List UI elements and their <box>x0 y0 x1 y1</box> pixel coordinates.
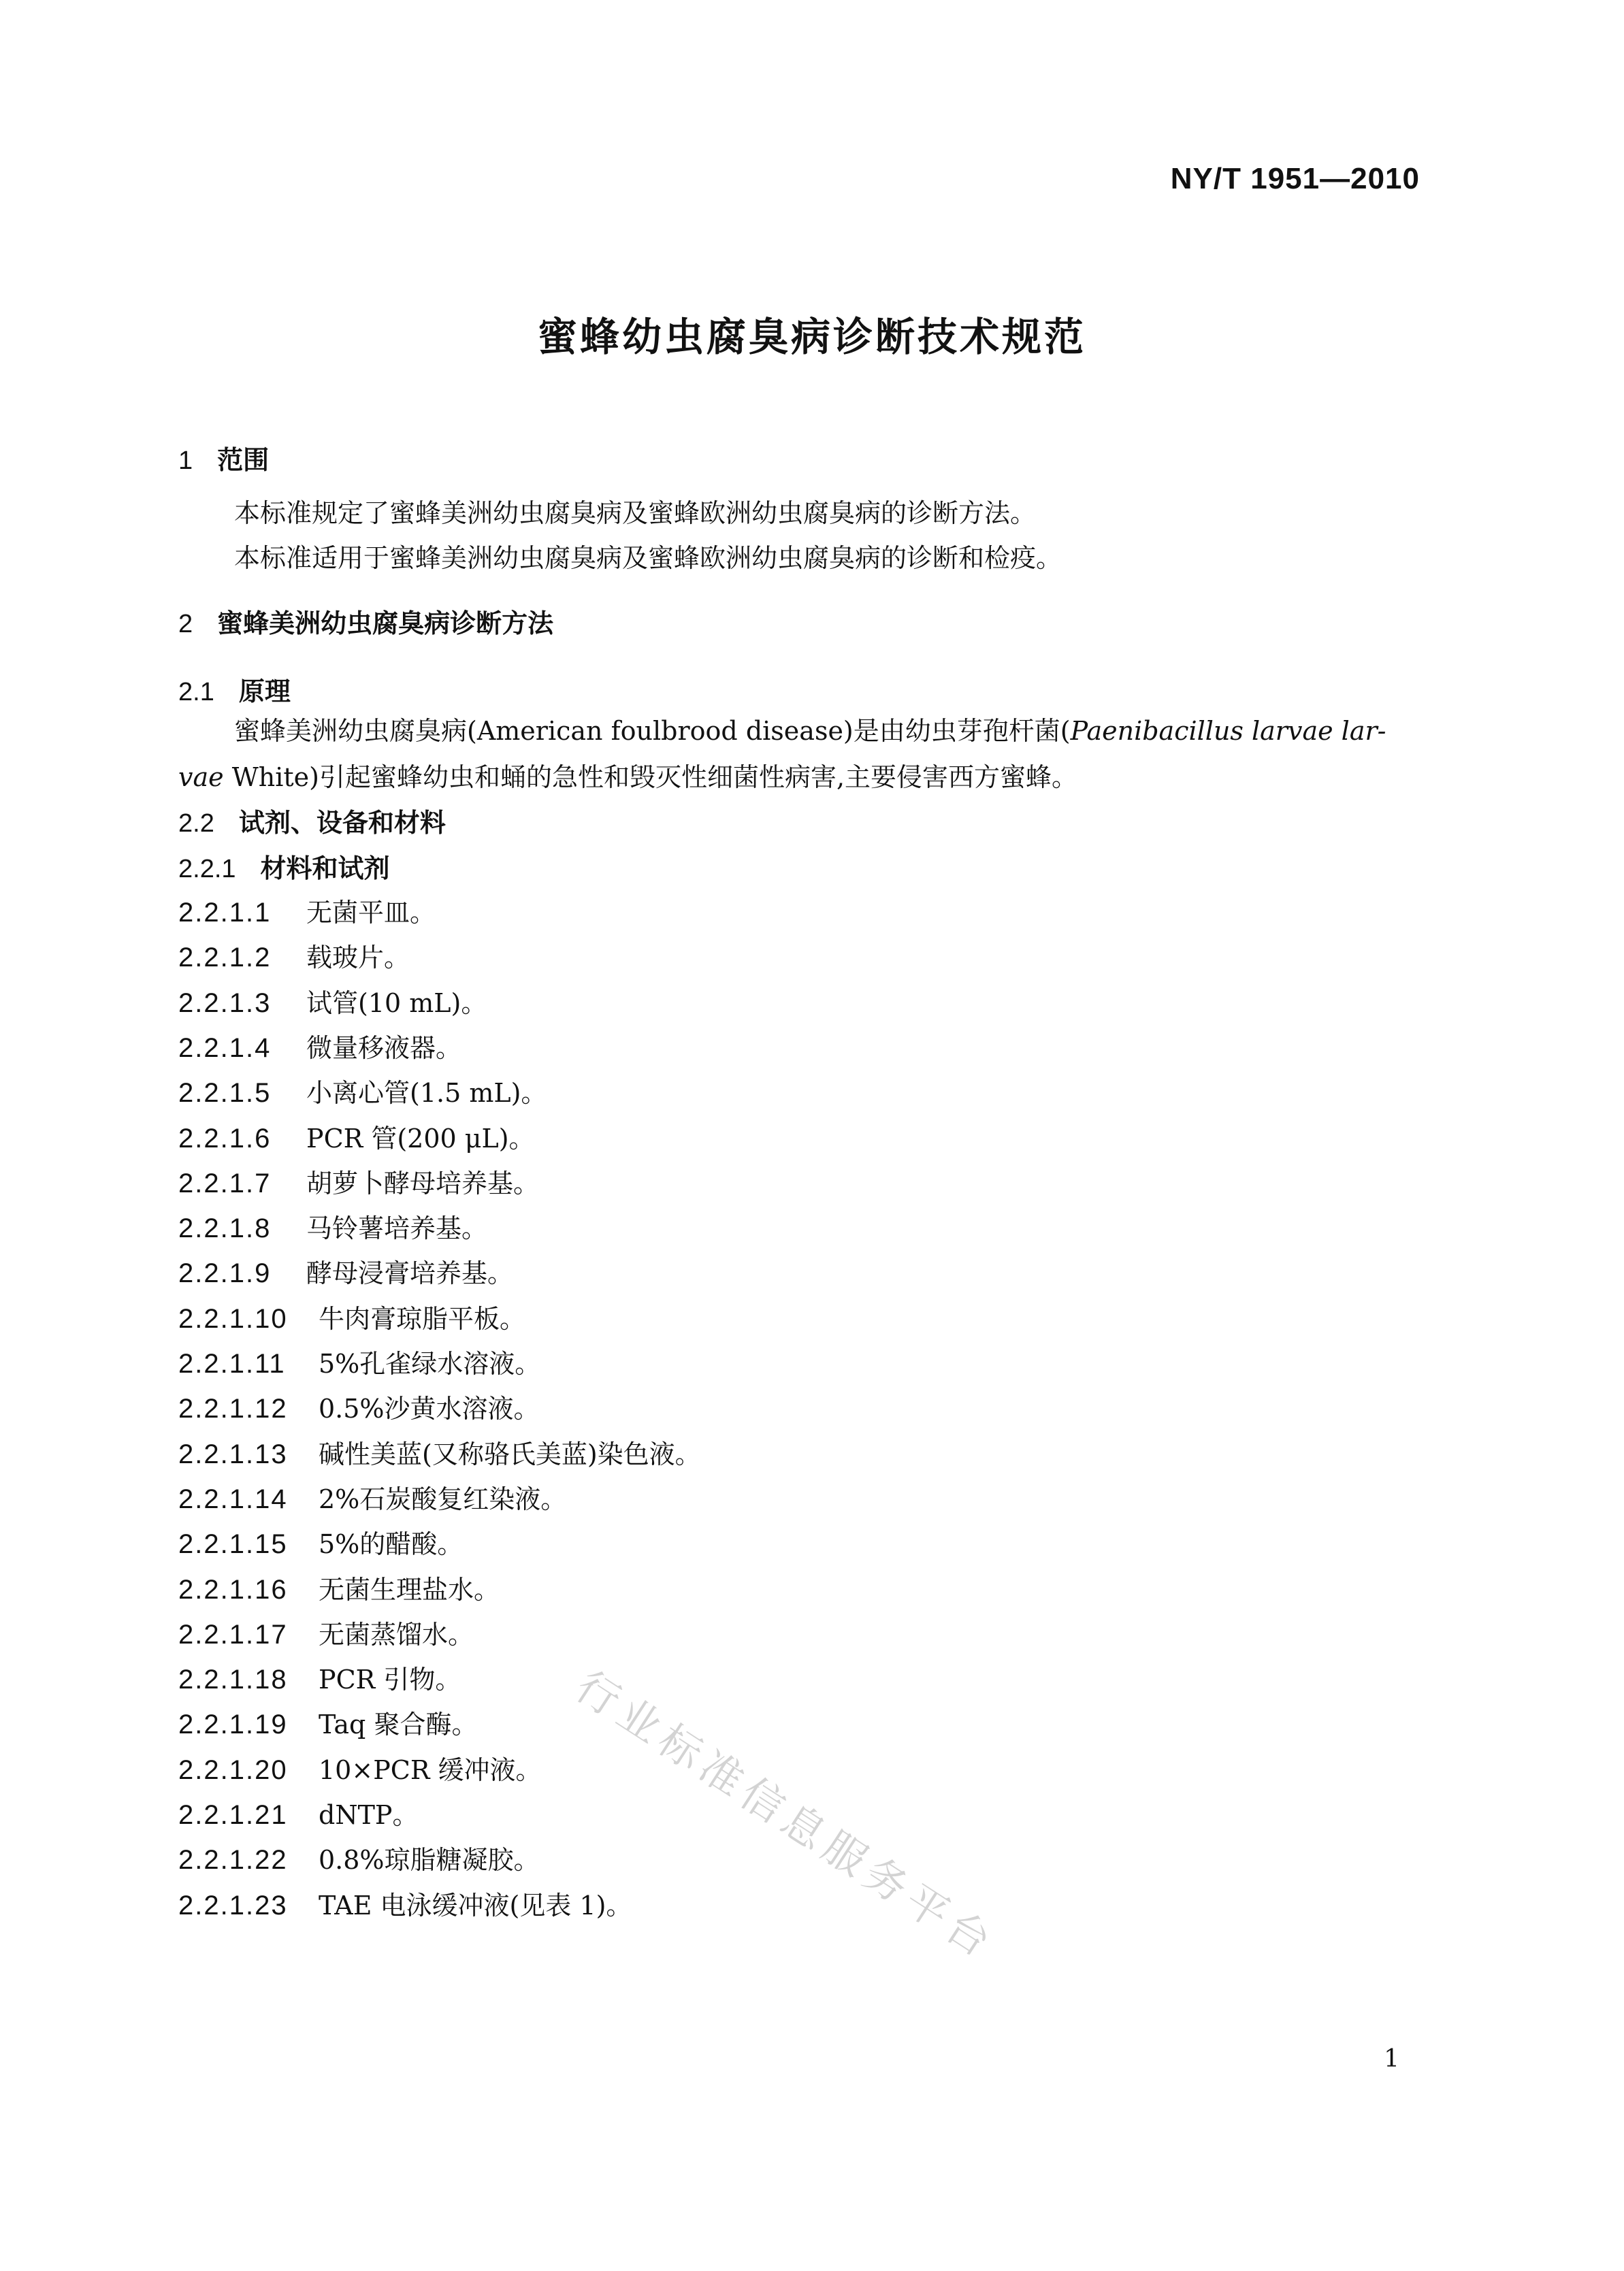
list-item <box>178 936 410 974</box>
list-item <box>178 1523 463 1561</box>
item-number: 2.2.1.15 <box>178 1529 288 1559</box>
item-number: 2.2.1.22 <box>178 1845 288 1875</box>
scope-text-2: 本标准适用于蜜蜂美洲幼虫腐臭病及蜜蜂欧洲幼虫腐臭病的诊断和检疫。 <box>234 543 1062 573</box>
page-number: 1 <box>1384 2045 1399 2073</box>
item-number: 2.2.1.2 <box>178 943 272 973</box>
item-number: 2.2.1.14 <box>178 1484 288 1514</box>
item-text: 5%的醋酸。 <box>319 1529 464 1559</box>
list-item <box>178 1569 500 1606</box>
list-item <box>178 1794 419 1831</box>
item-text: 胡萝卜酵母培养基。 <box>306 1169 540 1198</box>
section-title: 范围 <box>217 445 270 475</box>
item-text: 无菌平皿。 <box>306 898 436 928</box>
item-text: 10×PCR 缓冲液。 <box>319 1755 542 1785</box>
section-number: 2.2.1 <box>178 855 236 883</box>
item-number: 2.2.1.3 <box>178 988 272 1018</box>
section-number: 2.2 <box>178 809 214 838</box>
list-item <box>178 1343 540 1380</box>
list-item <box>178 1433 701 1471</box>
list-item <box>178 1478 566 1516</box>
list-item <box>178 1659 461 1696</box>
item-text: 2%石炭酸复红染液。 <box>319 1484 567 1514</box>
list-item <box>178 1388 540 1425</box>
scope-paragraph <box>178 490 1417 536</box>
section-heading-2-2 <box>178 802 446 839</box>
list-item <box>178 1252 513 1290</box>
standard-code: NY/T 1951—2010 <box>1170 162 1420 195</box>
item-text: PCR 引物。 <box>319 1665 461 1695</box>
document-title: 蜜蜂幼虫腐臭病诊断技术规范 <box>537 314 1086 360</box>
item-number: 2.2.1.18 <box>178 1665 288 1695</box>
section-title: 原理 <box>238 676 291 706</box>
principle-paragraph <box>178 708 1417 800</box>
section-number: 1 <box>178 446 193 475</box>
item-number: 2.2.1.17 <box>178 1620 288 1650</box>
item-text: 0.5%沙黄水溶液。 <box>319 1394 540 1424</box>
section-heading-1 <box>178 439 269 476</box>
list-item <box>178 1614 474 1651</box>
item-text: 无菌生理盐水。 <box>319 1575 500 1605</box>
item-text: TAE 电泳缓冲液(见表 1)。 <box>319 1891 632 1921</box>
list-item <box>178 982 487 1019</box>
item-text: Taq 聚合酶。 <box>319 1710 478 1739</box>
item-number: 2.2.1.5 <box>178 1078 272 1108</box>
item-text: 载玻片。 <box>306 943 410 973</box>
item-text: 微量移液器。 <box>306 1033 462 1063</box>
list-item <box>178 892 436 929</box>
list-item <box>178 1884 632 1922</box>
item-text: 碱性美蓝(又称骆氏美蓝)染色液。 <box>319 1439 701 1469</box>
scope-text-1: 本标准规定了蜜蜂美洲幼虫腐臭病及蜜蜂欧洲幼虫腐臭病的诊断方法。 <box>234 498 1037 528</box>
list-item <box>178 1839 540 1876</box>
list-item <box>178 1117 535 1155</box>
list-item <box>178 1027 461 1064</box>
item-number: 2.2.1.8 <box>178 1213 272 1243</box>
item-text: 试管(10 mL)。 <box>306 988 487 1018</box>
list-item <box>178 1207 487 1245</box>
section-number: 2 <box>178 610 193 638</box>
item-number: 2.2.1.12 <box>178 1394 288 1424</box>
item-number: 2.2.1.1 <box>178 898 272 928</box>
principle-italic: Paenibacillus larvae lar- <box>1070 716 1386 746</box>
principle-text: 蜜蜂美洲幼虫腐臭病(American foulbrood disease)是由幼虫芽孢杆菌( <box>234 716 1071 746</box>
item-number: 2.2.1.19 <box>178 1710 288 1739</box>
item-number: 2.2.1.13 <box>178 1439 288 1469</box>
principle-italic: vae <box>178 762 224 792</box>
item-number: 2.2.1.7 <box>178 1169 272 1198</box>
section-heading-2-1 <box>178 670 291 708</box>
item-text: 马铃薯培养基。 <box>306 1213 488 1243</box>
item-number: 2.2.1.21 <box>178 1800 288 1830</box>
principle-text: White)引起蜜蜂幼虫和蛹的急性和毁灭性细菌性病害,主要侵害西方蜜蜂。 <box>223 762 1078 792</box>
item-text: dNTP。 <box>319 1800 419 1830</box>
item-text: 无菌蒸馏水。 <box>319 1620 474 1650</box>
list-item <box>178 1072 547 1109</box>
item-number: 2.2.1.11 <box>178 1349 286 1379</box>
list-item <box>178 1298 525 1335</box>
item-text: 酵母浸膏培养基。 <box>306 1258 514 1288</box>
item-number: 2.2.1.10 <box>178 1304 288 1334</box>
item-text: 牛肉膏琼脂平板。 <box>319 1304 526 1334</box>
section-title: 材料和试剂 <box>260 853 390 883</box>
item-number: 2.2.1.4 <box>178 1033 272 1063</box>
list-item <box>178 1749 542 1786</box>
item-text: 5%孔雀绿水溶液。 <box>319 1349 541 1379</box>
item-text: 小离心管(1.5 mL)。 <box>306 1078 547 1108</box>
section-title: 试剂、设备和材料 <box>238 808 446 838</box>
section-number: 2.1 <box>178 678 214 706</box>
item-text: PCR 管(200 μL)。 <box>306 1124 535 1154</box>
item-number: 2.2.1.23 <box>178 1891 288 1921</box>
list-item <box>178 1162 539 1200</box>
watermark: 行业标准信息服务平台 <box>567 1661 1005 1970</box>
scope-paragraph <box>178 535 1417 581</box>
item-number: 2.2.1.20 <box>178 1755 288 1785</box>
item-number: 2.2.1.9 <box>178 1258 272 1288</box>
section-heading-2 <box>178 602 553 640</box>
list-item <box>178 1703 477 1741</box>
item-number: 2.2.1.16 <box>178 1575 288 1605</box>
item-text: 0.8%琼脂糖凝胶。 <box>319 1845 540 1875</box>
section-title: 蜜蜂美洲幼虫腐臭病诊断方法 <box>217 608 554 638</box>
item-number: 2.2.1.6 <box>178 1124 272 1154</box>
section-heading-2-2-1 <box>178 847 390 885</box>
